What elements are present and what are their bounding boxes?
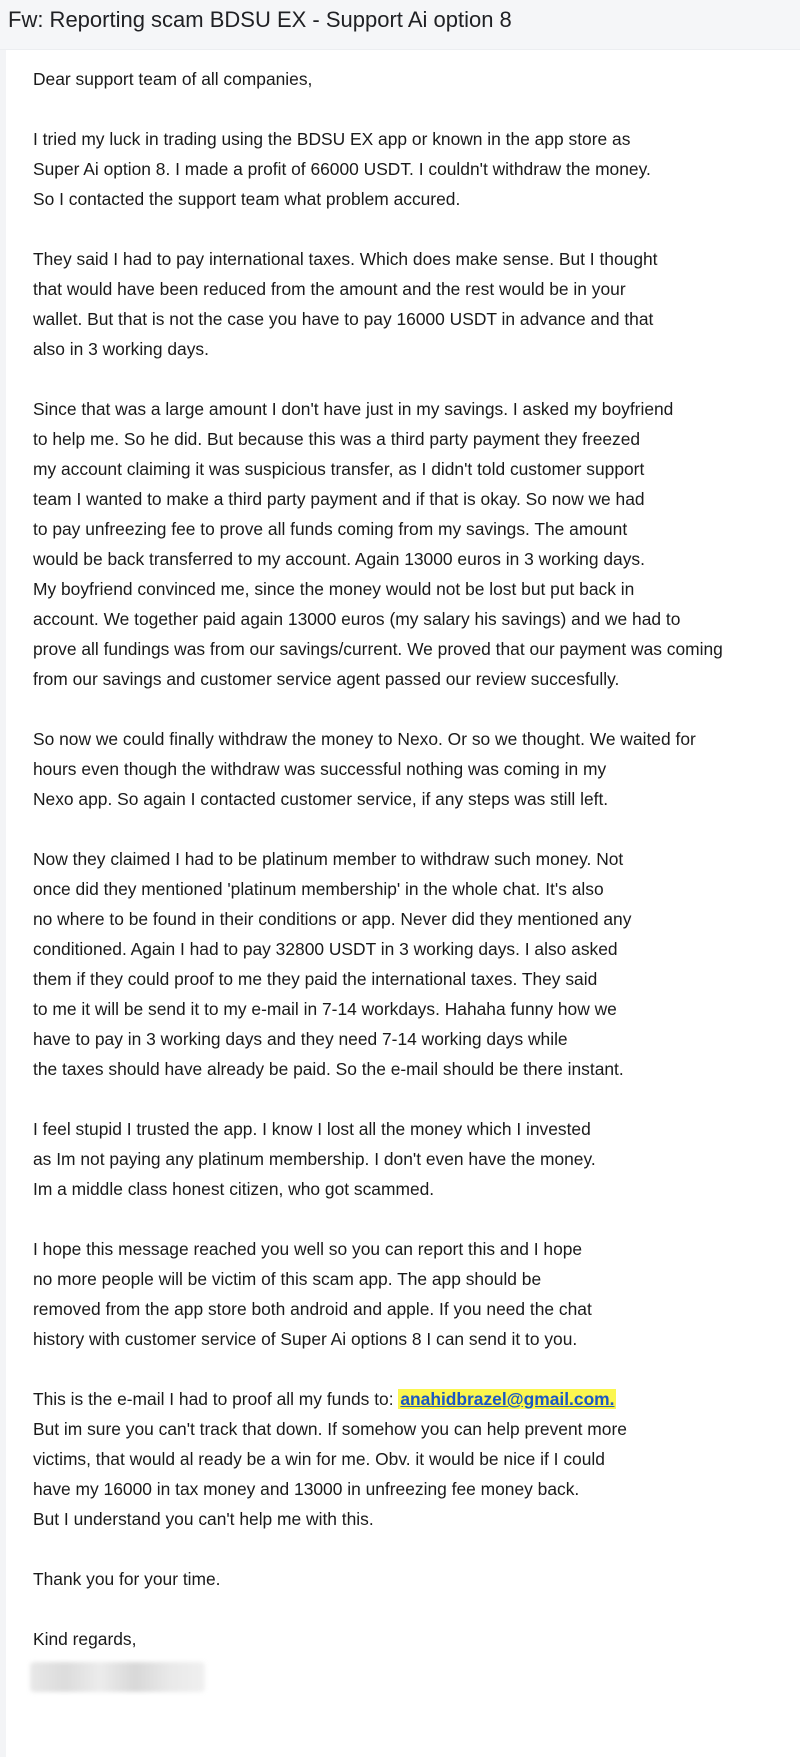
body-line: the taxes should have already be paid. So the e-mail should be there instant. — [33, 1059, 624, 1079]
paragraph-profit — [33, 124, 773, 214]
body-line: have my 16000 in tax money and 13000 in unfreezing fee money back. — [33, 1479, 580, 1499]
body-line: to pay unfreezing fee to prove all funds coming from my savings. The amount — [33, 519, 628, 539]
body-line: history with customer service of Super Ai options 8 I can send it to you. — [33, 1329, 578, 1349]
body-line: no more people will be victim of this scam app. The app should be — [33, 1269, 542, 1289]
body-line: to help me. So he did. But because this was a third party payment they freezed — [33, 429, 641, 449]
body-line: victims, that would al ready be a win for me. Obv. it would be nice if I could — [33, 1449, 605, 1469]
body-line: I tried my luck in trading using the BDSU EX app or known in the app store as — [33, 129, 631, 149]
body-line: So I contacted the support team what problem accured. — [33, 189, 461, 209]
proof-line-prefix: This is the e-mail I had to proof all my funds to: — [33, 1389, 399, 1409]
body-line: They said I had to pay international taxes. Which does make sense. But I thought — [33, 249, 658, 269]
closing-paragraph — [33, 1624, 773, 1654]
paragraph-freeze — [33, 394, 773, 694]
greeting-line: Dear support team of all companies, — [33, 69, 313, 89]
body-line: from our savings and customer service agent passed our review succesfully. — [33, 669, 620, 689]
body-line: as Im not paying any platinum membership. I don't even have the money. — [33, 1149, 596, 1169]
body-line: wallet. But that is not the case you have to pay 16000 USDT in advance and that — [33, 309, 654, 329]
body-line: My boyfriend convinced me, since the money would not be lost but put back in — [33, 579, 635, 599]
paragraph-hope — [33, 1234, 773, 1354]
thanks-paragraph — [33, 1564, 773, 1594]
body-line: Nexo app. So again I contacted customer service, if any steps was still left. — [33, 789, 609, 809]
left-margin-rule — [0, 50, 6, 1757]
body-line: them if they could proof to me they paid the international taxes. They said — [33, 969, 598, 989]
paragraph-stupid — [33, 1114, 773, 1204]
body-line: But im sure you can't track that down. If somehow you can help prevent more — [33, 1419, 627, 1439]
body-line: my account claiming it was suspicious transfer, as I didn't told customer support — [33, 459, 645, 479]
paragraph-taxes — [33, 244, 773, 364]
body-line: also in 3 working days. — [33, 339, 209, 359]
body-line: account. We together paid again 13000 euros (my salary his savings) and we had to — [33, 609, 681, 629]
body-line: team I wanted to make a third party payment and if that is okay. So now we had — [33, 489, 645, 509]
body-line: have to pay in 3 working days and they need 7-14 working days while — [33, 1029, 568, 1049]
body-line: Now they claimed I had to be platinum member to withdraw such money. Not — [33, 849, 624, 869]
body-line: prove all fundings was from our savings/current. We proved that our payment was coming — [33, 639, 723, 659]
thanks-line: Thank you for your time. — [33, 1569, 221, 1589]
greeting — [33, 64, 773, 94]
body-line: removed from the app store both android and apple. If you need the chat — [33, 1299, 592, 1319]
body-line: to me it will be send it to my e-mail in 7-14 workdays. Hahaha funny how we — [33, 999, 617, 1019]
email-address-link[interactable]: anahidbrazel@gmail.com. — [400, 1389, 615, 1409]
email-body — [33, 64, 773, 1684]
closing-line: Kind regards, — [33, 1629, 137, 1649]
body-line: So now we could finally withdraw the money to Nexo. Or so we thought. We waited for — [33, 729, 696, 749]
paragraph-proof — [33, 1384, 773, 1534]
body-line: that would have been reduced from the amount and the rest would be in your — [33, 279, 626, 299]
email-subject: Fw: Reporting scam BDSU EX - Support Ai option 8 — [8, 7, 512, 32]
body-line: conditioned. Again I had to pay 32800 USDT in 3 working days. I also asked — [33, 939, 618, 959]
body-line: once did they mentioned 'platinum membership' in the whole chat. It's also — [33, 879, 604, 899]
body-line: would be back transferred to my account. Again 13000 euros in 3 working days. — [33, 549, 645, 569]
body-line: I hope this message reached you well so you can report this and I hope — [33, 1239, 583, 1259]
body-line: no where to be found in their conditions or app. Never did they mentioned any — [33, 909, 632, 929]
body-line: I feel stupid I trusted the app. I know I lost all the money which I invested — [33, 1119, 591, 1139]
paragraph-withdraw — [33, 724, 773, 814]
body-line: Since that was a large amount I don't have just in my savings. I asked my boyfriend — [33, 399, 674, 419]
body-line: Super Ai option 8. I made a profit of 66000 USDT. I couldn't withdraw the money. — [33, 159, 651, 179]
email-header — [0, 0, 800, 50]
body-line: hours even though the withdraw was successful nothing was coming in my — [33, 759, 607, 779]
body-line: Im a middle class honest citizen, who got scammed. — [33, 1179, 435, 1199]
body-line: But I understand you can't help me with this. — [33, 1509, 374, 1529]
paragraph-platinum — [33, 844, 773, 1084]
redacted-signature — [30, 1662, 205, 1692]
body-line-with-email — [33, 1384, 773, 1414]
